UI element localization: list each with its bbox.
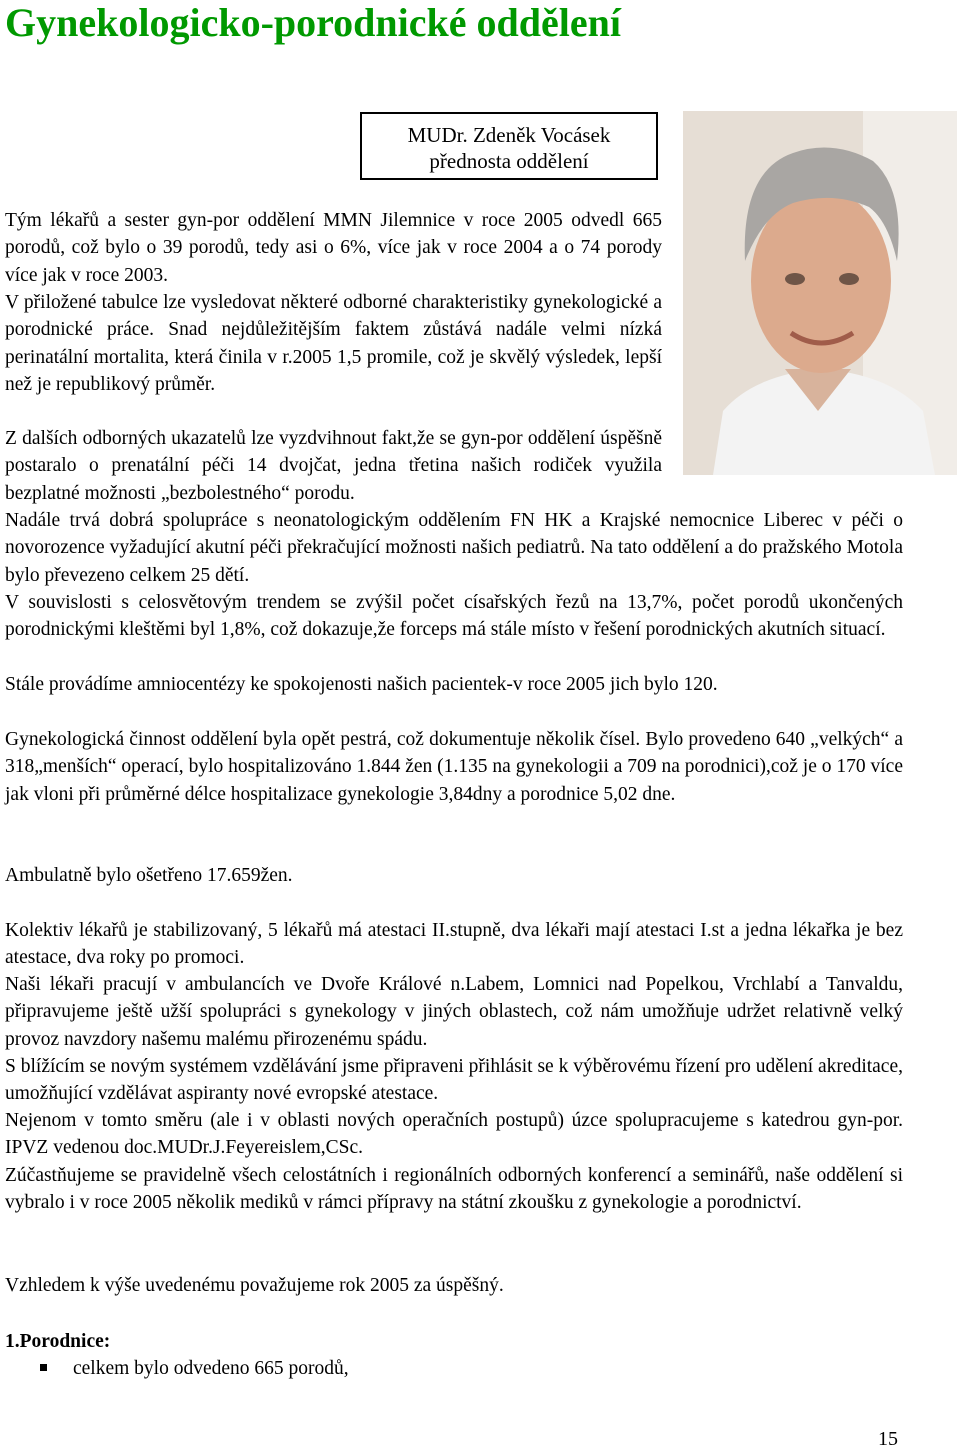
caption-name: MUDr. Zdeněk Vocásek — [407, 123, 611, 147]
paragraph-births: Tým lékařů a sester gyn-por oddělení MMN Jilemnice v roce 2005 odvedl 665 porodů, což bylo o 39 porodů, tedy asi o 6%, více jak v roce 2004 a o 74 porody více jak v roce 2003. — [5, 210, 662, 286]
square-bullet-icon — [40, 1364, 47, 1371]
portrait-icon — [683, 111, 957, 475]
list-item — [40, 1355, 349, 1382]
photo-caption-box — [360, 112, 658, 180]
portrait-photo — [683, 111, 957, 475]
paragraph-ipvz: Nejenom v tomto směru (ale i v oblasti nových operačních postupů) úzce spolupracujeme s katedrou gyn-por. IPVZ vedenou doc.MUDr.J.Feyereislem,CSc. — [5, 1110, 903, 1159]
paragraph-amniocentesis: Stále provádíme amniocentézy ke spokojenosti našich pacientek-v roce 2005 jich bylo 120. — [5, 674, 718, 695]
page-number: 15 — [878, 1428, 898, 1450]
paragraph-indicators: Z dalších odborných ukazatelů lze vyzdvihnout fakt,že se gyn-por oddělení úspěšně postaralo o prenatální péči 14 dvojčat, jedna třetina našich rodiček využila bezplatné možnosti „bezbolestného“ porodu. — [5, 428, 662, 504]
paragraph-clinics: Naši lékaři pracují v ambulancích ve Dvoře Králové n.Labem, Lomnici nad Popelkou, Vrchlabí a Tanvaldu, připravujeme ještě užší spolupráci s gynekology v jiných oblastech, což nám umožňuje udržet relativně velký provoz navzdory našemu malému přirozenému spádu. — [5, 974, 903, 1050]
list-item-text: celkem bylo odvedeno 665 porodů, — [73, 1358, 349, 1379]
caption-role: přednosta oddělení — [429, 149, 589, 173]
page-title: Gynekologicko-porodnické oddělení — [5, 0, 622, 45]
paragraph-gynecology: Gynekologická činnost oddělení byla opět pestrá, což dokumentuje několik čísel. Bylo provedeno 640 „velkých“ a 318„menších“ operací, bylo hospitalizováno 1.844 žen (1.135 na gynekologii a 709 na porodnici),což je o 170 více jak vloni při průměrné délce hospitalizace gynekologie 3,84dny a porodnice 5,02 dne. — [5, 729, 903, 805]
paragraph-caesarean: V souvislosti s celosvětovým trendem se zvýšil počet císařských řezů na 13,7%, počet porodů ukončených porodnickými kleštěmi byl 1,8%, což dokazuje,že forceps má stále místo v řešení porodnických akutních situací. — [5, 592, 903, 641]
paragraph-ambulatory: Ambulatně bylo ošetřeno 17.659žen. — [5, 865, 293, 886]
paragraph-conferences: Zúčastňujeme se pravidelně všech celostátních i regionálních odborných konferencí a seminářů, naše oddělení si vybralo i v roce 2005 několik mediků v rámci přípravy na státní zkoušku z gynekologie a porodnictví. — [5, 1165, 903, 1214]
section-heading-porodnice: 1.Porodnice: — [5, 1331, 111, 1352]
paragraph-staff: Kolektiv lékařů je stabilizovaný, 5 lékařů má atestaci II.stupně, dva lékaři mají atestaci I.st a jedna lékařka je bez atestace, dva roky po promoci. — [5, 920, 903, 969]
paragraph-characteristics: V přiložené tabulce lze vysledovat některé odborné charakteristiky gynekologické a porodnické práce. Snad nejdůležitějším faktem zůstává nadále velmi nízká perinatální mortalita, která činila v r.2005 1,5 promile, což je skvělý výsledek, lepší než je republikový průměr. — [5, 292, 662, 396]
paragraph-cooperation: Nadále trvá dobrá spolupráce s neonatologickým oddělením FN HK a Krajské nemocnice Liberec v péči o novorozence vyžadující akutní péči překračující možnosti našich pediatrů. Na tato oddělení a do pražského Motola bylo převezeno celkem 25 dětí. — [5, 510, 903, 586]
paragraph-accreditation: S blížícím se novým systémem vzdělávání jsme připraveni přihlásit se k výběrovému řízení pro udělení akreditace, umožňující vzdělávat aspiranty nové evropské atestace. — [5, 1056, 903, 1105]
paragraph-conclusion: Vzhledem k výše uvedenému považujeme rok 2005 za úspěšný. — [5, 1275, 504, 1296]
